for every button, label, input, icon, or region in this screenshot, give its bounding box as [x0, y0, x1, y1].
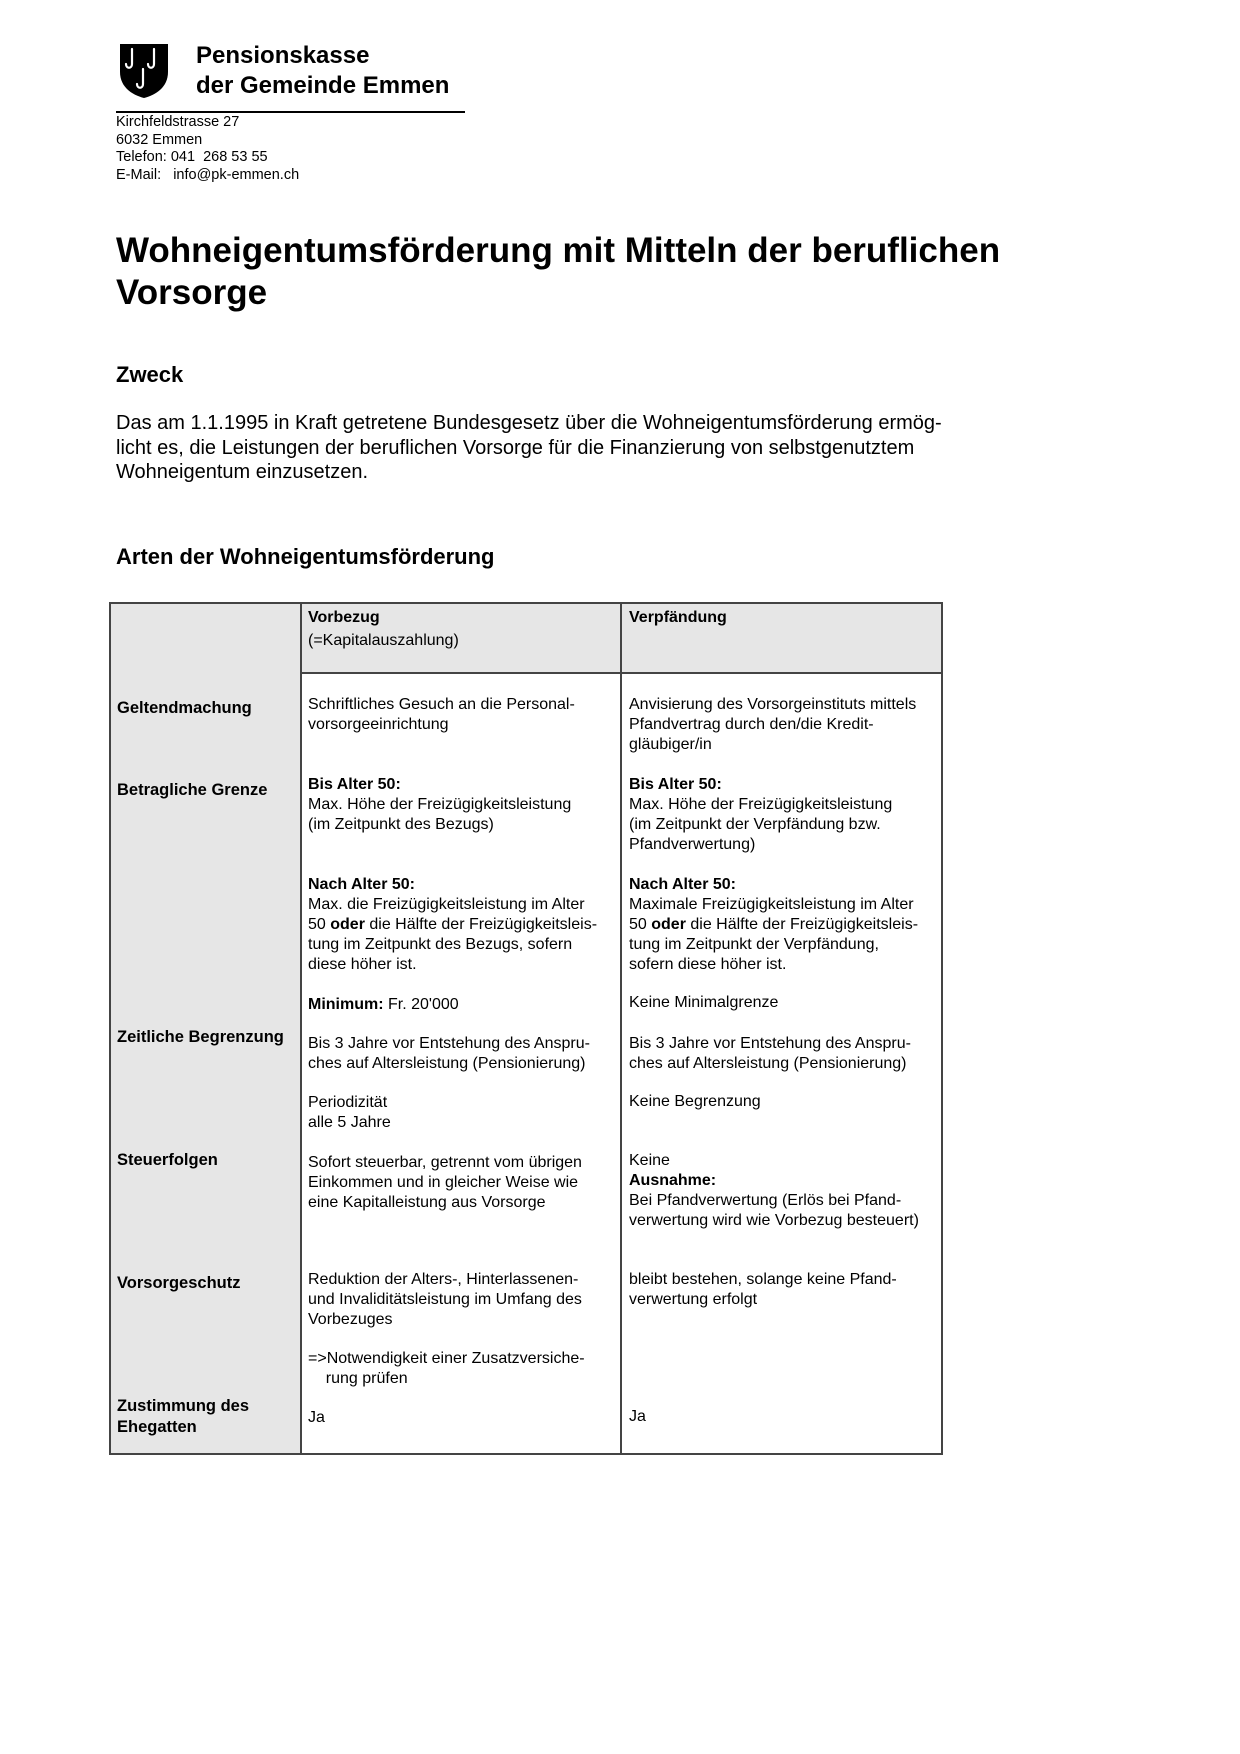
cell-line [308, 915, 597, 935]
vorbezug-geltendmachung [308, 695, 575, 735]
cell-line: Max. die Freizügigkeitsleistung im Alter [308, 896, 585, 913]
vorbezug-zustimmung: Ja [308, 1409, 325, 1426]
coat-of-arms-logo [118, 42, 170, 99]
cell-line: ches auf Altersleistung (Pensionierung) [308, 1055, 586, 1072]
intro-paragraph [116, 411, 996, 485]
verpfaendung-nach-alter-50 [629, 875, 918, 975]
heading-zweck: Zweck [116, 362, 184, 387]
verpfaendung-zeitliche-begrenzung [629, 1034, 911, 1074]
row-label-steuerfolgen: Steuerfolgen [117, 1151, 218, 1169]
comparison-table [109, 602, 943, 1455]
address-block [116, 114, 299, 184]
cell-line: gläubiger/in [629, 736, 712, 753]
organization-name-line1: Pensionskasse [196, 42, 370, 69]
address-phone: Telefon: 041 268 53 55 [116, 149, 268, 165]
vorbezug-zeitliche-begrenzung [308, 1034, 590, 1074]
cell-text: die Hälfte der Freizügigkeitsleis- [685, 916, 919, 933]
row-label-geltendmachung: Geltendmachung [117, 699, 252, 717]
address-city: 6032 Emmen [116, 131, 203, 148]
vorbezug-periodizitaet [308, 1093, 391, 1133]
cell-line [308, 995, 459, 1015]
cell-line: Schriftliches Gesuch an die Personal- [308, 696, 575, 713]
cell-line: und Invaliditätsleistung im Umfang des [308, 1291, 582, 1308]
cell-line: Anvisierung des Vorsorgeinstituts mittels [629, 696, 917, 713]
cell-line: diese höher ist. [308, 956, 417, 973]
cell-line: Keine [629, 1152, 670, 1169]
cell-line: Bis Alter 50: [308, 776, 401, 793]
column-header-vorbezug-title: Vorbezug [308, 609, 380, 626]
cell-line: Max. Höhe der Freizügigkeitsleistung [308, 796, 572, 813]
cell-line [629, 915, 918, 935]
cell-line: Bis 3 Jahre vor Entstehung des Anspru- [629, 1035, 911, 1052]
row-label-zustimmung-line1: Zustimmung des [117, 1397, 250, 1415]
cell-line: Einkommen und in gleicher Weise wie [308, 1174, 579, 1191]
cell-line: verwertung wird wie Vorbezug besteuert) [629, 1212, 919, 1229]
intro-line: Wohneigentum einzusetzen. [116, 461, 369, 483]
cell-text-bold: oder [651, 916, 686, 933]
row-label-betragliche-grenze: Betragliche Grenze [117, 781, 268, 799]
cell-line: =>Notwendigkeit einer Zusatzversiche- [308, 1350, 585, 1367]
cell-line: Pfandverwertung) [629, 836, 756, 853]
cell-line: Nach Alter 50: [308, 876, 415, 893]
verpfaendung-zustimmung: Ja [629, 1408, 646, 1425]
organization-name [196, 41, 449, 101]
row-label-zustimmung [117, 1396, 249, 1438]
cell-line: tung im Zeitpunkt des Bezugs, sofern [308, 936, 573, 953]
vorbezug-minimum [308, 995, 459, 1015]
verpfaendung-periodizitaet: Keine Begrenzung [629, 1093, 761, 1110]
organization-name-line2: der Gemeinde Emmen [196, 72, 450, 99]
cell-line: sofern diese höher ist. [629, 956, 787, 973]
cell-text-bold: Minimum: [308, 996, 384, 1013]
cell-line: bleibt bestehen, solange keine Pfand- [629, 1271, 897, 1288]
row-label-zeitliche-begrenzung: Zeitliche Begrenzung [117, 1028, 284, 1046]
cell-text: Fr. 20'000 [383, 996, 459, 1013]
cell-text: die Hälfte der Freizügigkeitsleis- [364, 916, 598, 933]
cell-line: verwertung erfolgt [629, 1291, 758, 1308]
cell-line: tung im Zeitpunkt der Verpfändung, [629, 936, 879, 953]
header-divider [116, 111, 465, 113]
cell-line: Reduktion der Alters-, Hinterlassenen- [308, 1271, 579, 1288]
cell-line: Nach Alter 50: [629, 876, 736, 893]
cell-line: Periodizität [308, 1094, 388, 1111]
cell-line: eine Kapitalleistung aus Vorsorge [308, 1194, 546, 1211]
vorbezug-nach-alter-50 [308, 875, 597, 975]
page-title-line2: Vorsorge [116, 273, 268, 312]
cell-line: Bis 3 Jahre vor Entstehung des Anspru- [308, 1035, 590, 1052]
cell-line: ches auf Altersleistung (Pensionierung) [629, 1055, 907, 1072]
cell-line: Ausnahme: [629, 1172, 717, 1189]
vorbezug-zusatzversicherung [308, 1349, 585, 1389]
cell-line: (im Zeitpunkt des Bezugs) [308, 816, 494, 833]
verpfaendung-geltendmachung [629, 695, 916, 755]
cell-line: vorsorgeeinrichtung [308, 716, 449, 733]
verpfaendung-minimum: Keine Minimalgrenze [629, 994, 779, 1011]
vorbezug-bis-alter-50 [308, 775, 571, 835]
column-header-vorbezug [308, 608, 459, 651]
column-header-verpfaendung: Verpfändung [629, 609, 727, 626]
vorbezug-steuerfolgen [308, 1153, 582, 1213]
cell-line: Pfandvertrag durch den/die Kredit- [629, 716, 874, 733]
cell-line: Maximale Freizügigkeitsleistung im Alter [629, 896, 914, 913]
page-title [116, 230, 1016, 314]
cell-text-bold: oder [330, 916, 365, 933]
cell-text: 50 [308, 916, 331, 933]
verpfaendung-vorsorgeschutz [629, 1270, 897, 1310]
row-label-zustimmung-line2: Ehegatten [117, 1418, 197, 1436]
intro-line: licht es, die Leistungen der beruflichen Vorsorge für die Finanzierung von selbstgenutztem [116, 436, 915, 459]
row-label-vorsorgeschutz: Vorsorgeschutz [117, 1274, 241, 1292]
cell-line: Bis Alter 50: [629, 776, 722, 793]
address-street: Kirchfeldstrasse 27 [116, 114, 240, 130]
vorbezug-vorsorgeschutz [308, 1270, 582, 1330]
verpfaendung-bis-alter-50 [629, 775, 892, 855]
column-header-vorbezug-subtitle: (=Kapitalauszahlung) [308, 632, 459, 649]
address-email: E-Mail: info@pk-emmen.ch [116, 166, 300, 183]
cell-line: Max. Höhe der Freizügigkeitsleistung [629, 796, 893, 813]
cell-line: alle 5 Jahre [308, 1114, 391, 1131]
verpfaendung-steuerfolgen [629, 1151, 919, 1231]
cell-line: rung prüfen [308, 1370, 408, 1387]
cell-line: Vorbezuges [308, 1311, 393, 1328]
cell-line: Sofort steuerbar, getrennt vom übrigen [308, 1154, 582, 1171]
cell-line: (im Zeitpunkt der Verpfändung bzw. [629, 816, 881, 833]
heading-arten: Arten der Wohneigentumsförderung [116, 544, 495, 569]
page-title-line1: Wohneigentumsförderung mit Mitteln der beruflichen [116, 231, 1001, 270]
cell-text: 50 [629, 916, 652, 933]
intro-line: Das am 1.1.1995 in Kraft getretene Bundesgesetz über die Wohneigentumsförderung ermög- [116, 412, 942, 434]
cell-line: Bei Pfandverwertung (Erlös bei Pfand- [629, 1192, 902, 1209]
